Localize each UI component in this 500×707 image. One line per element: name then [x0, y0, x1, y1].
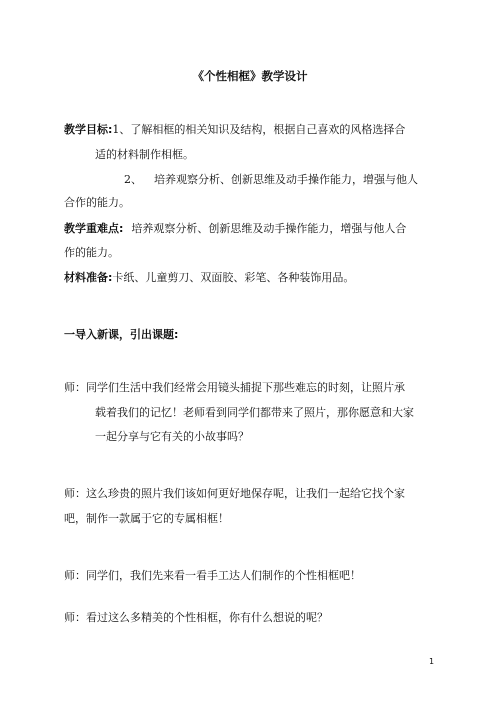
para1-line-3: 一起分享与它有关的小故事吗？ — [95, 430, 249, 443]
difficulty-label: 教学重难点: — [64, 222, 124, 235]
goals-item2-cont: 合作的能力。 — [64, 196, 130, 209]
difficulty-line-1 — [64, 222, 406, 236]
page-number: 1 — [429, 657, 435, 666]
para2-line-2: 吧，制作一款属于它的专属相框！ — [64, 512, 229, 525]
goals-line-1 — [64, 123, 405, 137]
materials-label: 材料准备: — [64, 271, 113, 284]
goals-item2-number: 2、 — [124, 173, 142, 186]
document-title: 《个性相框》教学设计 — [192, 69, 308, 83]
difficulty-text: 培养观察分析、创新思维及动手操作能力，增强与他人合 — [131, 222, 407, 235]
goals-line-2 — [124, 173, 418, 187]
para1-line-2: 载着我们的记忆！老师看到同学们都带来了照片，那你愿意和大家 — [95, 406, 414, 419]
difficulty-cont: 作的能力。 — [64, 246, 119, 259]
goals-label: 教学目标: — [64, 123, 113, 136]
materials-text: 卡纸、儿童剪刀、双面胶、彩笔、各种装饰用品。 — [112, 271, 355, 284]
para2-line-1: 师：这么珍贵的照片我们该如何更好地保存呢，让我们一起给它找个家 — [64, 487, 405, 500]
materials-line — [64, 271, 354, 285]
goals-item1-cont: 适的材料制作相框。 — [95, 148, 194, 161]
para1-line-1: 师：同学们生活中我们经常会用镜头捕捉下那些难忘的时刻，让照片承 — [64, 381, 405, 394]
goals-item2-text: 培养观察分析、创新思维及动手操作能力，增强与他人 — [154, 173, 418, 186]
section-heading: 一导入新课，引出课题: — [64, 328, 179, 341]
para4: 师：看过这么多精美的个性相框，你有什么想说的呢？ — [64, 611, 328, 624]
para3: 师：同学们，我们先来看一看手工达人们制作的个性相框吧！ — [64, 569, 361, 582]
goals-item1-text: 1、了解相框的相关知识及结构，根据自己喜欢的风格选择合 — [112, 123, 406, 136]
